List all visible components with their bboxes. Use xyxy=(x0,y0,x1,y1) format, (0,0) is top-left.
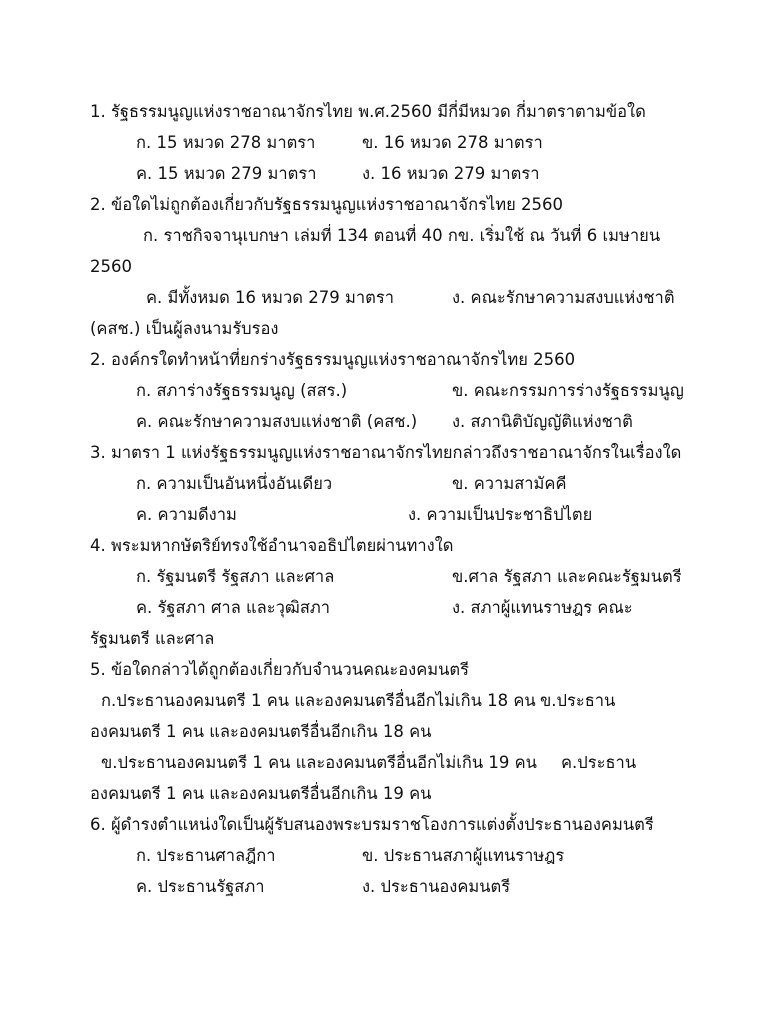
question-4-text: 4. พระมหากษัตริย์ทรงใช้อำนาจอธิปไตยผ่านทางใด xyxy=(90,536,454,555)
question-3-option-b: ข. ความสามัคคี xyxy=(452,474,567,493)
question-1-option-c: ค. 15 หมวด 279 มาตรา xyxy=(136,164,317,183)
question-5-option-c-wrap: องคมนตรี 1 คน และองคมนตรีอื่นอีกเกิน 19 คน xyxy=(90,784,432,803)
question-3-text: 3. มาตรา 1 แห่งรัฐธรรมนูญแห่งราชอาณาจักรไทยกล่าวถึงราชอาณาจักรในเรื่องใด xyxy=(90,443,682,462)
question-2b-text: 2. องค์กรใดทำหน้าที่ยกร่างรัฐธรรมนูญแห่งราชอาณาจักรไทย 2560 xyxy=(90,350,576,369)
question-2-option-c: ค. มีทั้งหมด 16 หมวด 279 มาตรา xyxy=(146,288,394,307)
question-6-text: 6. ผู้ดำรงตำแหน่งใดเป็นผู้รับสนองพระบรมราชโองการแต่งตั้งประธานองคมนตรี xyxy=(90,815,654,834)
question-2b-option-a: ก. สภาร่างรัฐธรรมนูญ (สสร.) xyxy=(136,381,348,400)
question-3-option-a: ก. ความเป็นอันหนึ่งอันเดียว xyxy=(136,474,333,493)
question-5-option-a: ก.ประธานองคมนตรี 1 คน และองคมนตรีอื่นอีกไม่เกิน 18 คน xyxy=(101,691,536,710)
question-2b-option-d: ง. สภานิติบัญญัติแห่งชาติ xyxy=(452,412,633,431)
question-4-option-d-wrap: รัฐมนตรี และศาล xyxy=(90,629,215,648)
question-2-text: 2. ข้อใดไม่ถูกต้องเกี่ยวกับรัฐธรรมนูญแห่งราชอาณาจักรไทย 2560 xyxy=(90,195,564,214)
question-2-option-d: ง. คณะรักษาความสงบแห่งชาติ xyxy=(452,288,675,307)
question-3-option-d: ง. ความเป็นประชาธิปไตย xyxy=(408,505,593,524)
question-5-option-b-wrap: องคมนตรี 1 คน และองคมนตรีอื่นอีกเกิน 18 คน xyxy=(90,722,432,741)
question-4-option-d: ง. สภาผู้แทนราษฎร คณะ xyxy=(452,598,633,617)
question-6-option-b: ข. ประธานสภาผู้แทนราษฎร xyxy=(362,846,565,865)
question-5-option-b2: ข.ประธานองคมนตรี 1 คน และองคมนตรีอื่นอีกไม่เกิน 19 คน xyxy=(101,753,537,772)
question-2b-option-b: ข. คณะกรรมการร่างรัฐธรรมนูญ xyxy=(452,381,684,400)
question-6-option-d: ง. ประธานองคมนตรี xyxy=(362,877,511,896)
question-5-option-b: ข.ประธาน xyxy=(540,691,616,710)
question-5-text: 5. ข้อใดกล่าวได้ถูกต้องเกี่ยวกับจำนวนคณะองคมนตรี xyxy=(90,660,469,679)
question-5-option-c: ค.ประธาน xyxy=(561,753,637,772)
question-2-option-a: ก. ราชกิจจานุเบกษา เล่มที่ 134 ตอนที่ 40 กข. เริ่มใช้ ณ วันที่ 6 เมษายน xyxy=(143,226,661,245)
question-6-option-a: ก. ประธานศาลฎีกา xyxy=(136,846,276,865)
question-2-option-a-wrap: 2560 xyxy=(90,257,132,276)
question-1-option-b: ข. 16 หมวด 278 มาตรา xyxy=(362,133,543,152)
question-2b-option-c: ค. คณะรักษาความสงบแห่งชาติ (คสช.) xyxy=(136,412,418,431)
question-1-option-d: ง. 16 หมวด 279 มาตรา xyxy=(362,164,540,183)
question-4-option-c: ค. รัฐสภา ศาล และวุฒิสภา xyxy=(136,598,331,617)
question-6-option-c: ค. ประธานรัฐสภา xyxy=(136,877,265,896)
question-1-option-a: ก. 15 หมวด 278 มาตรา xyxy=(136,133,316,152)
question-2-option-d-wrap: (คสช.) เป็นผู้ลงนามรับรอง xyxy=(90,319,279,338)
question-3-option-c: ค. ความดีงาม xyxy=(136,505,237,524)
question-1-text: 1. รัฐธรรมนูญแห่งราชอาณาจักรไทย พ.ศ.2560 มีกี่มีหมวด กี่มาตราตามข้อใด xyxy=(90,102,646,121)
question-4-option-b: ข.ศาล รัฐสภา และคณะรัฐมนตรี xyxy=(452,567,682,586)
question-4-option-a: ก. รัฐมนตรี รัฐสภา และศาล xyxy=(136,567,335,586)
